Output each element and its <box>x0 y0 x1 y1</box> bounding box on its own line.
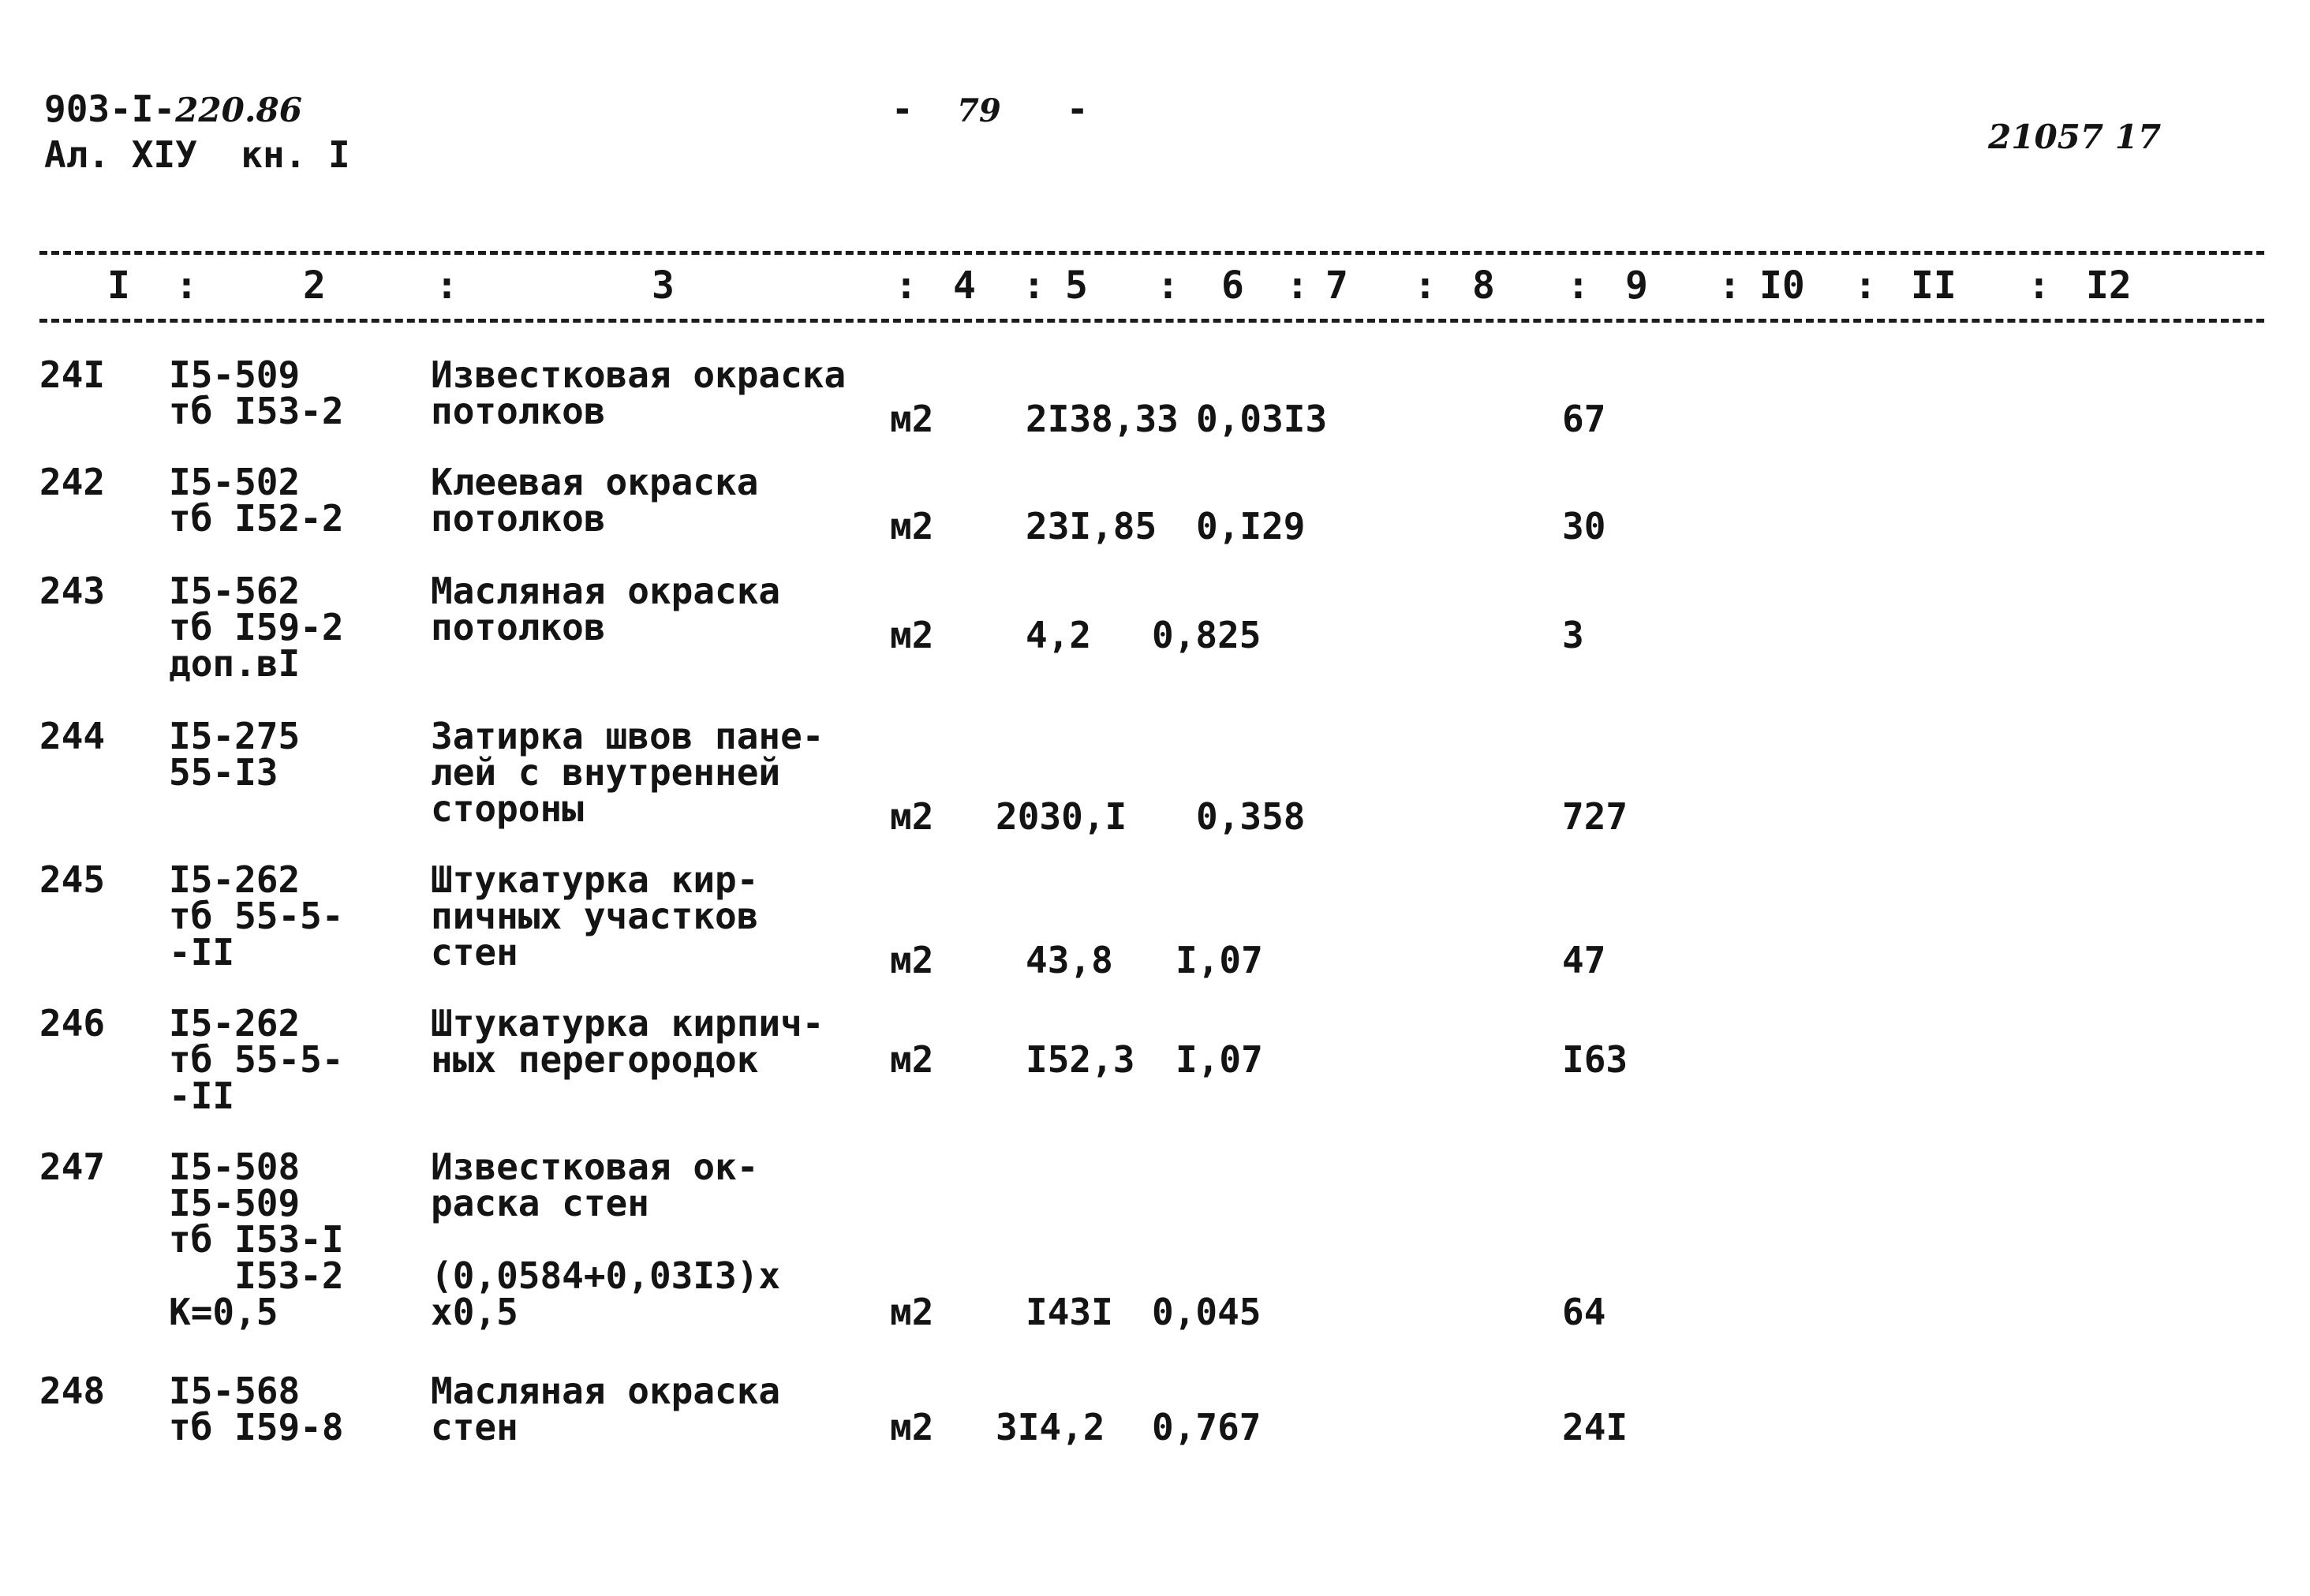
rate-code-line: тб 55-5- <box>169 895 344 937</box>
work-description-line: Клеевая окраска <box>431 461 759 503</box>
column-header: I <box>107 264 130 308</box>
rate-code-line: I5-502 <box>169 461 301 503</box>
column-header: 8 <box>1472 264 1495 308</box>
norm-value: 0,03I3 <box>1196 398 1328 440</box>
total-value: 64 <box>1562 1291 1606 1333</box>
column-header: I2 <box>2086 264 2132 308</box>
work-description-line: ных перегородок <box>431 1038 759 1081</box>
album-book-line: Ал. XIУ кн. I <box>44 133 350 176</box>
work-description-line: Масляная окраска <box>431 570 781 612</box>
quantity-value: I43I <box>1026 1291 1113 1333</box>
rate-code-line: I5-262 <box>169 858 301 901</box>
rate-code-line: 55-I3 <box>169 751 278 794</box>
total-value: 24I <box>1562 1406 1628 1448</box>
page-number <box>891 88 1089 132</box>
rate-code-line: I5-509 <box>169 353 301 396</box>
work-description-line: потолков <box>431 390 606 432</box>
rate-code-line: тб 55-5- <box>169 1038 344 1081</box>
rate-code-line: доп.вI <box>169 642 301 685</box>
unit-of-measure: м2 <box>890 398 934 440</box>
work-description-line: потолков <box>431 606 606 648</box>
row-number: 242 <box>39 461 106 503</box>
work-description-line: Штукатурка кирпич- <box>431 1002 824 1045</box>
work-description-line: потолков <box>431 497 606 540</box>
column-header: I0 <box>1759 264 1805 308</box>
column-separator: : <box>1567 264 1590 308</box>
column-separator: : <box>435 264 458 308</box>
work-description-line: стороны <box>431 787 584 830</box>
total-value: 3 <box>1562 614 1584 656</box>
column-header: 4 <box>953 264 976 308</box>
unit-of-measure: м2 <box>890 795 934 838</box>
quantity-value: 23I,85 <box>1026 505 1157 548</box>
unit-of-measure: м2 <box>890 505 934 548</box>
column-separator: : <box>895 264 918 308</box>
norm-value: I,07 <box>1176 939 1263 981</box>
work-description-line: (0,0584+0,03I3)х <box>431 1254 781 1297</box>
page-number-value: 79 <box>957 92 1001 129</box>
quantity-value: 2I38,33 <box>1026 398 1179 440</box>
rate-code-line: тб I59-2 <box>169 606 344 648</box>
column-separator: : <box>175 264 198 308</box>
document-code-prefix: 903-I- <box>44 88 176 130</box>
row-number: 247 <box>39 1146 106 1188</box>
total-value: 30 <box>1562 505 1606 548</box>
norm-value: 0,358 <box>1196 795 1306 838</box>
quantity-value: 2030,I <box>996 795 1127 838</box>
norm-value: I,07 <box>1176 1038 1263 1081</box>
rate-code-line: I5-509 <box>169 1182 301 1224</box>
quantity-value: 43,8 <box>1026 939 1113 981</box>
unit-of-measure: м2 <box>890 939 934 981</box>
rate-code-line: -II <box>169 1075 235 1117</box>
rate-code-line: тб I52-2 <box>169 497 344 540</box>
quantity-value: 4,2 <box>1026 614 1092 656</box>
row-number: 244 <box>39 715 106 757</box>
rate-code-line: I5-275 <box>169 715 301 757</box>
column-header: 5 <box>1065 264 1088 308</box>
unit-of-measure: м2 <box>890 614 934 656</box>
rate-code-line: тб I53-I <box>169 1218 344 1261</box>
work-description-line: стен <box>431 931 518 974</box>
row-number: 248 <box>39 1370 106 1412</box>
table-column-header-row <box>0 262 2310 309</box>
page-number-dash-right: - <box>1066 88 1089 130</box>
work-description-line: лей с внутренней <box>431 751 781 794</box>
rate-code-line: I53-2 <box>169 1254 344 1297</box>
unit-of-measure: м2 <box>890 1291 934 1333</box>
column-header: 9 <box>1625 264 1648 308</box>
norm-value: 0,825 <box>1152 614 1262 656</box>
column-header: 2 <box>303 264 326 308</box>
work-description-line: Штукатурка кир- <box>431 858 759 901</box>
rate-code-line: К=0,5 <box>169 1291 278 1333</box>
work-description-line: х0,5 <box>431 1291 518 1333</box>
work-description-line: Масляная окраска <box>431 1370 781 1412</box>
work-description-line: пичных участков <box>431 895 759 937</box>
work-description-line: Известковая ок- <box>431 1146 759 1188</box>
unit-of-measure: м2 <box>890 1038 934 1081</box>
column-separator: : <box>1022 264 1045 308</box>
column-separator: : <box>1286 264 1309 308</box>
rate-code-line: тб I53-2 <box>169 390 344 432</box>
total-value: 67 <box>1562 398 1606 440</box>
column-separator: : <box>2028 264 2050 308</box>
column-separator: : <box>1157 264 1179 308</box>
total-value: 727 <box>1562 795 1628 838</box>
norm-value: 0,I29 <box>1196 505 1306 548</box>
column-header: 3 <box>652 264 675 308</box>
document-code-handwritten: 220.86 <box>175 91 302 129</box>
column-separator: : <box>1414 264 1437 308</box>
column-header: 7 <box>1325 264 1348 308</box>
work-description-line: Затирка швов пане- <box>431 715 824 757</box>
column-header: II <box>1911 264 1957 308</box>
rate-code-line: I5-568 <box>169 1370 301 1412</box>
unit-of-measure: м2 <box>890 1406 934 1448</box>
total-value: I63 <box>1562 1038 1628 1081</box>
table-header-bottom-rule <box>39 319 2264 323</box>
work-description-line: стен <box>431 1406 518 1448</box>
quantity-value: I52,3 <box>1026 1038 1135 1081</box>
column-separator: : <box>1854 264 1877 308</box>
quantity-value: 3I4,2 <box>996 1406 1105 1448</box>
rate-code-line: I5-562 <box>169 570 301 612</box>
column-header: 6 <box>1221 264 1244 308</box>
norm-value: 0,045 <box>1152 1291 1262 1333</box>
total-value: 47 <box>1562 939 1606 981</box>
column-separator: : <box>1718 264 1741 308</box>
row-number: 245 <box>39 858 106 901</box>
work-description-line: Известковая окраска <box>431 353 847 396</box>
rate-code-line: I5-508 <box>169 1146 301 1188</box>
document-code <box>44 88 302 131</box>
work-description-line: раска стен <box>431 1182 649 1224</box>
inventory-number: 21057 17 <box>1988 118 2162 156</box>
table-header-top-rule <box>39 251 2264 255</box>
page-number-dash-left: - <box>891 88 914 130</box>
norm-value: 0,767 <box>1152 1406 1262 1448</box>
rate-code-line: тб I59-8 <box>169 1406 344 1448</box>
row-number: 24I <box>39 353 106 396</box>
rate-code-line: -II <box>169 931 235 974</box>
row-number: 246 <box>39 1002 106 1045</box>
row-number: 243 <box>39 570 106 612</box>
rate-code-line: I5-262 <box>169 1002 301 1045</box>
